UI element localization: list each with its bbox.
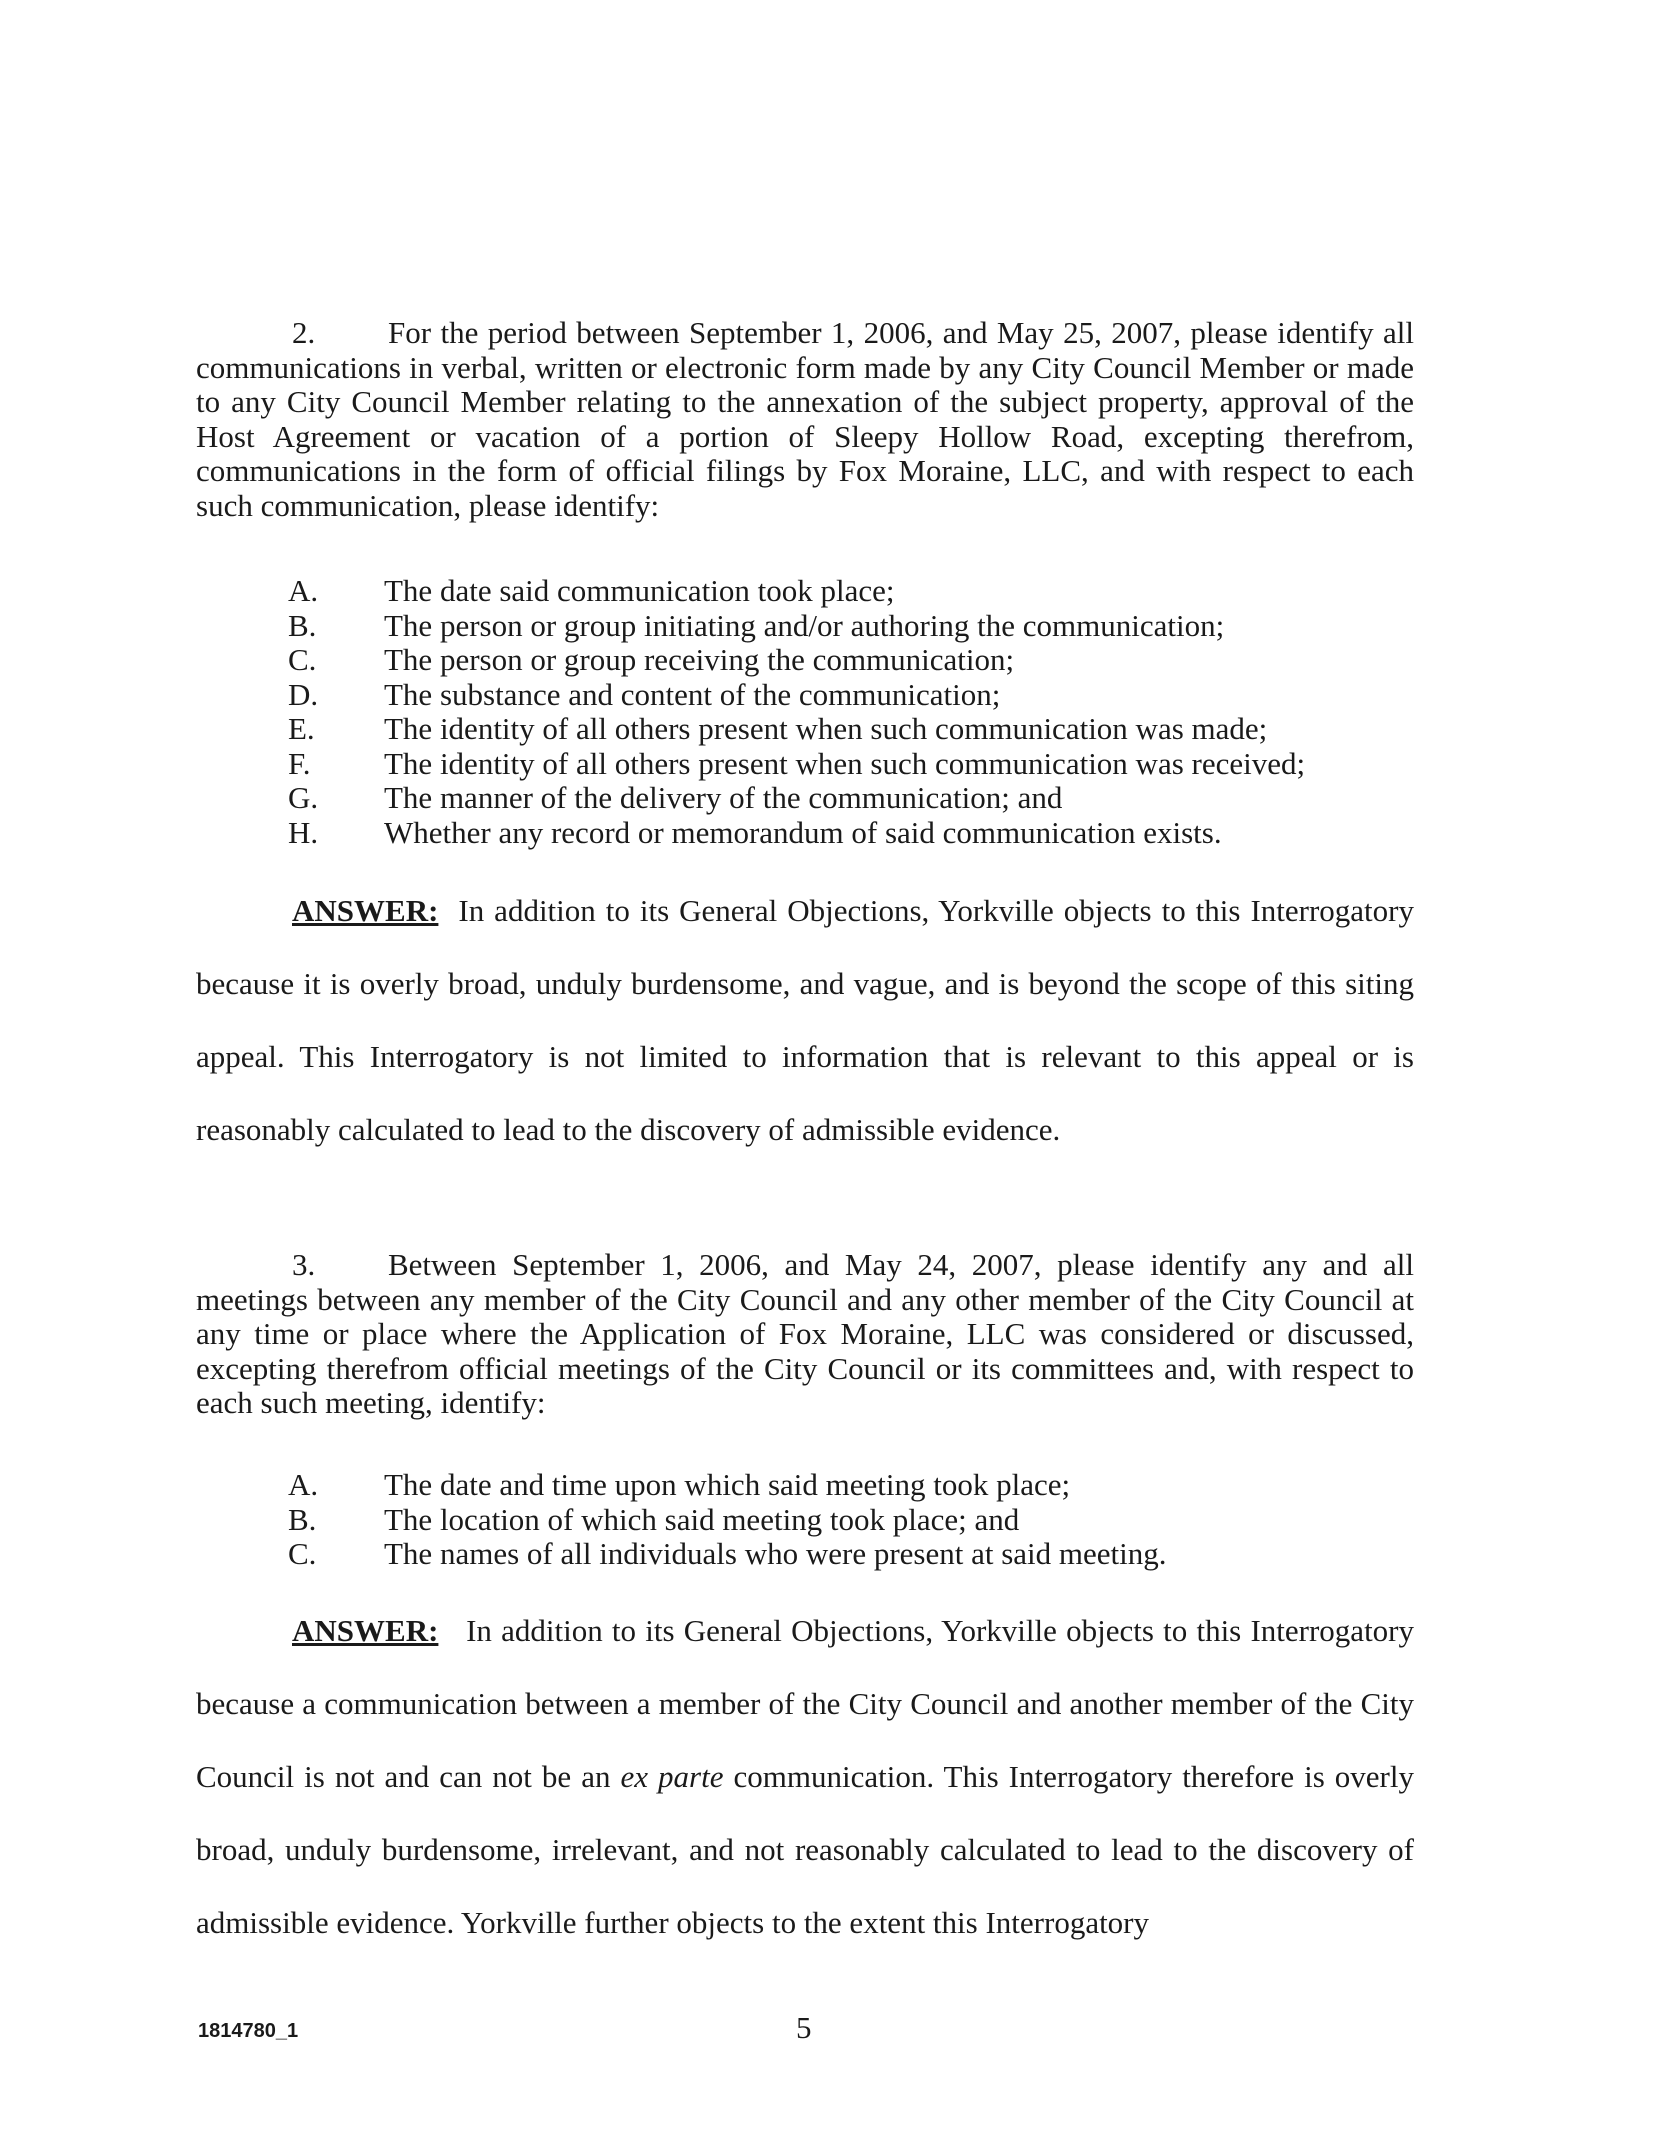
interrogatory-3-text bbox=[196, 1248, 1414, 1421]
answer-label: ANSWER: bbox=[292, 1613, 439, 1648]
list-item: C. The person or group receiving the communication; bbox=[288, 642, 1015, 677]
interrogatory-2-text bbox=[196, 316, 1414, 523]
interrogatory-2-list bbox=[288, 574, 1428, 850]
interrogatory-2-number: 2. bbox=[292, 315, 316, 350]
interrogatory-2-body: For the period between September 1, 2006, and May 25, 2007, please identify all communications in verbal, written or electronic form made by any City Council Member or made to any City Council Member relating to the annexation of the subject property, approval of the Host Agreement or vacation of a portion of Sleepy Hollow Road, excepting therefrom, communications in the form of official filings by Fox Moraine, LLC, and with respect to each such communication, please identify: bbox=[196, 315, 1414, 523]
list-item: B. The location of which said meeting took place; and bbox=[288, 1501, 1020, 1537]
list-item: F. The identity of all others present when such communication was received; bbox=[288, 745, 1306, 781]
page-number: 5 bbox=[796, 2010, 812, 2045]
interrogatory-3-body: Between September 1, 2006, and May 24, 2007, please identify any and all meetings between any member of the City Council and any other member of the City Council at any time or place where the Application of Fox Moraine, LLC was considered or discussed, excepting therefrom official meetings of the City Council or its committees and, with respect to each such meeting, identify: bbox=[196, 1247, 1414, 1420]
answer-label: ANSWER: bbox=[292, 893, 439, 928]
interrogatory-2-answer bbox=[196, 874, 1414, 1166]
list-item: H. Whether any record or memorandum of said communication exists. bbox=[288, 814, 1222, 850]
interrogatory-3-number: 3. bbox=[292, 1247, 316, 1282]
list-item: D. The substance and content of the communication; bbox=[288, 676, 1001, 712]
list-item: B. The person or group initiating and/or authoring the communication; bbox=[288, 607, 1225, 643]
interrogatory-3-answer bbox=[196, 1594, 1414, 1959]
list-item: G. The manner of the delivery of the communication; and bbox=[288, 780, 1063, 815]
list-item: A. The date said communication took place; bbox=[288, 573, 895, 608]
list-item: A. The date and time upon which said meeting took place; bbox=[288, 1467, 1071, 1502]
list-item: C. The names of all individuals who were present at said meeting. bbox=[288, 1536, 1167, 1571]
interrogatory-3-list bbox=[288, 1468, 1428, 1572]
answer-text: In addition to its General Objections, Yorkville objects to this Interrogatory because it is overly broad, unduly burdensome, and vague, and is beyond the scope of this siting appeal. This Interrogatory is not limited to information that is relevant to this appeal or is reasonably calculated to lead to the discovery of admissible evidence. bbox=[196, 893, 1414, 1147]
answer-text-part-1: In addition to its General Objections, Yorkville objects to this Interrogatory because a communication between a member of the City Council and another member of the City Council is not and can not be an bbox=[196, 1613, 1414, 1794]
document-id: 1814780_1 bbox=[198, 2020, 299, 2042]
answer-italic-term: ex parte bbox=[620, 1759, 724, 1794]
answer-text-part-2: communication. This Interrogatory therefore is overly broad, unduly burdensome, irrelevant, and not reasonably calculated to lead to the discovery of admissible evidence. Yorkville further objects to the extent this Interrogatory bbox=[196, 1759, 1414, 1940]
list-item: E. The identity of all others present when such communication was made; bbox=[288, 711, 1268, 746]
